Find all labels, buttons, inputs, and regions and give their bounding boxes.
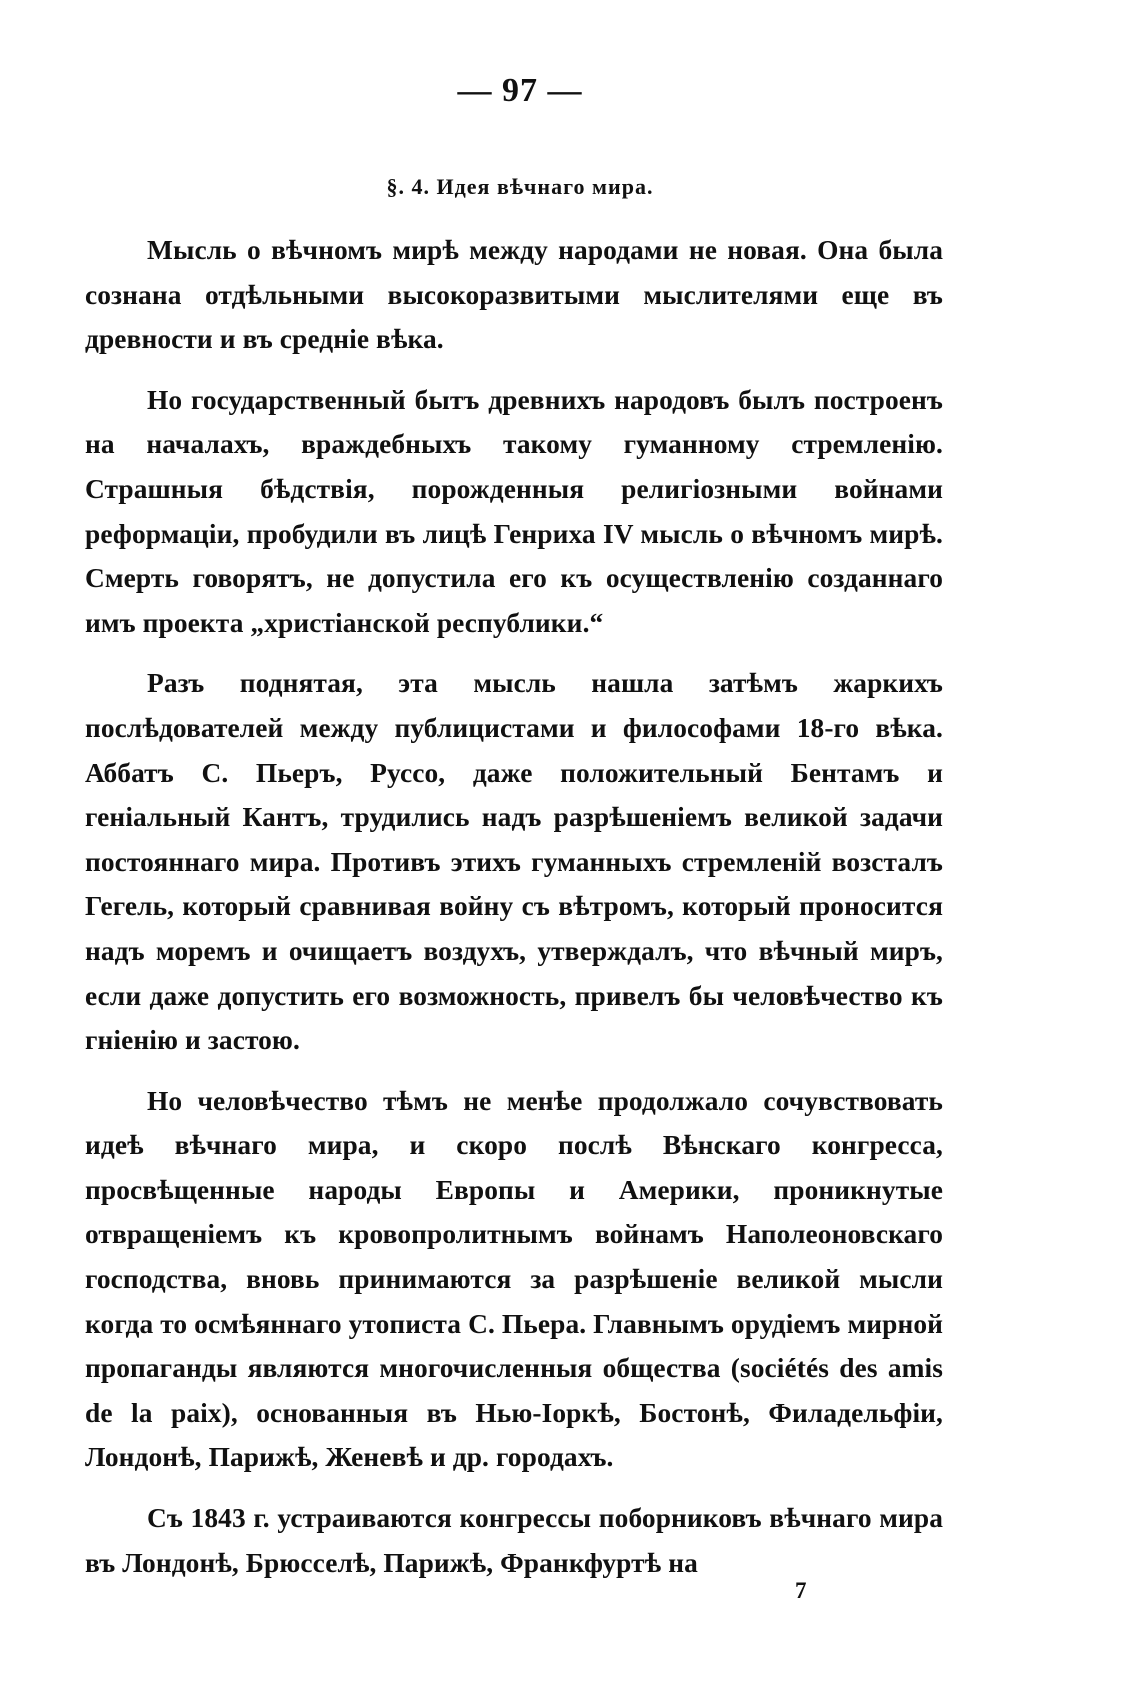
section-title: §. 4. Идея вѣчнаго мира. — [386, 174, 654, 199]
paragraph: Съ 1843 г. устраиваются конгрессы поборниковъ вѣчнаго мира въ Лондонѣ, Брюсселѣ, Парижѣ, Франкфуртѣ на — [85, 1503, 943, 1578]
paragraph: Но государственный бытъ древнихъ народовъ былъ построенъ на началахъ, враждебныхъ такому гуманному стремленію. Страшныя бѣдствія, порожденныя религіозными войнами реформаціи, пробудили въ лицѣ Генриха IV мысль о вѣчномъ мирѣ. Смерть говорятъ, не допустила его къ осуществленію созданнаго имъ проекта „христіанской республики.“ — [85, 384, 943, 638]
body-text — [85, 228, 943, 1601]
paragraph: Мысль о вѣчномъ мирѣ между народами не новая. Она была сознана отдѣльными высокоразвитыми мыслителями еще въ древности и въ средніе вѣка. — [85, 235, 943, 355]
paragraph: Разъ поднятая, эта мысль нашла затѣмъ жаркихъ послѣдователей между публицистами и философами 18-го вѣка. Аббатъ С. Пьеръ, Руссо, даже положительный Бентамъ и геніальный Кантъ, трудились надъ разрѣшеніемъ великой задачи постояннаго мира. Противъ этихъ гуманныхъ стремленій возсталъ Гегель, который сравнивая войну съ вѣтромъ, который проносится надъ моремъ и очищаетъ воздухъ, утверждалъ, что вѣчный миръ, если даже допустить его возможность, привелъ бы человѣчество къ гніенію и застою. — [85, 668, 943, 1056]
page-number: — 97 — — [457, 72, 583, 109]
paragraph: Но человѣчество тѣмъ не менѣе продолжало сочувствовать идеѣ вѣчнаго мира, и скоро послѣ Вѣнскаго конгресса, просвѣщенные народы Европы и Америки, проникнутые отвращеніемъ къ кровопролитнымъ войнамъ Наполеоновскаго господства, вновь принимаются за разрѣшеніе великой мысли когда то осмѣяннаго утописта С. Пьера. Главнымъ орудіемъ мирной пропаганды являются многочисленныя общества (sociétés des amis de la paix), основанныя въ Нью-Іоркѣ, Бостонѣ, Филадельфіи, Лондонѣ, Парижѣ, Женевѣ и др. городахъ. — [85, 1085, 943, 1473]
signature-mark: 7 — [795, 1578, 807, 1603]
